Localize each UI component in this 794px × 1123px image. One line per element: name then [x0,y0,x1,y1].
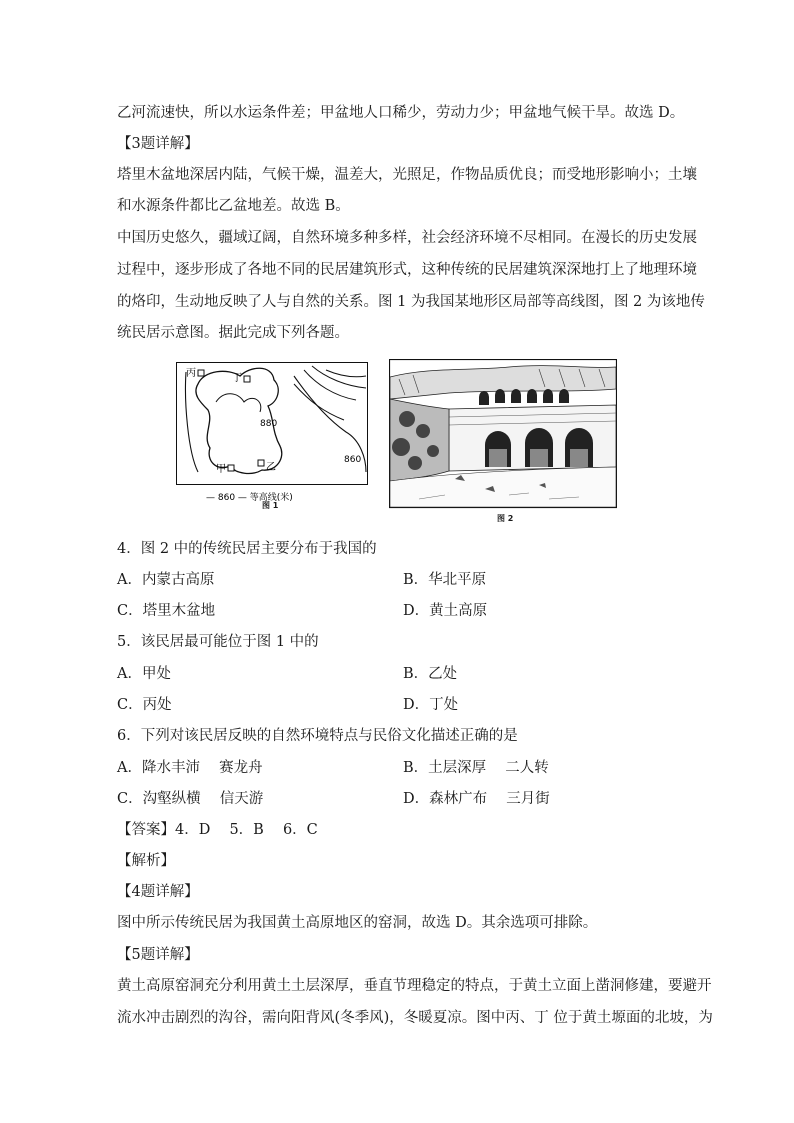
main-cave-arches [485,428,593,467]
figure-1-caption: 图 1 [262,501,279,510]
question-6-option-b: B．土层深厚 二人转 [403,760,549,776]
heading-q4-detail: 【4题详解】 [117,884,199,900]
paragraph-q2-end: 乙河流速快，所以水运条件差；甲盆地人口稀少，劳动力少；甲盆地气候干旱。故选 D。 [117,105,685,121]
question-5-option-d: D．丁处 [403,697,459,713]
paragraph-q4: 图中所示传统民居为我国黄土高原地区的窑洞，故选 D。其余选项可排除。 [117,915,598,931]
question-5-stem: 5．该民居最可能位于图 1 中的 [117,634,319,650]
question-6-stem: 6．下列对该民居反映的自然环境特点与民俗文化描述正确的是 [117,728,518,744]
intro-line2: 过程中，逐步形成了各地不同的民居建筑形式，这种传统的民居建筑深深地打上了地理环境 [117,262,697,278]
label-860: 860 [344,455,362,465]
paragraph-q5-line2: 流水冲击剧烈的沟谷，需向阳背风(冬季风)，冬暖夏凉。图中丙、丁 位于黄土塬面的北坡，为 [117,1010,713,1026]
question-4-option-d: D．黄土高原 [403,603,488,619]
site-bing-marker [198,370,204,376]
question-4-option-b: B．华北平原 [403,572,487,588]
question-4-option-c: C．塔里木盆地 [117,603,216,619]
label-ding: 丁 [232,373,242,384]
heading-q3-detail: 【3题详解】 [117,136,199,152]
question-5-option-b: B．乙处 [403,666,458,682]
answer-line: 【答案】4．D 5．B 6．C [117,822,318,838]
question-5-option-a: A．甲处 [117,666,171,682]
intro-line4: 统民居示意图。据此完成下列各题。 [117,325,349,341]
contour-map-svg [176,362,368,510]
label-yi: 乙 [266,462,276,473]
paragraph-q3-line2: 和水源条件都比乙盆地差。故选 B。 [117,198,350,214]
heading-q5-detail: 【5题详解】 [117,947,199,963]
figure-1-contour-map [176,362,368,510]
figure-2-caption: 图 2 [497,514,514,523]
intro-line3: 的烙印，生动地反映了人与自然的关系。图 1 为我国某地形区局部等高线图，图 2 为该地传 [117,294,705,310]
contour-legend: — 860 — 等高线(米) [206,493,293,503]
analysis-heading: 【解析】 [117,853,175,869]
question-5-option-c: C．丙处 [117,697,172,713]
question-4-option-a: A．内蒙古高原 [117,572,215,588]
paragraph-q5-line1: 黄土高原窑洞充分利用黄土土层深厚，垂直节理稳定的特点，于黄土立面上凿洞修建，要避开 [117,978,712,994]
site-ding-marker [244,376,250,382]
figure-2-cave-dwelling [389,359,617,525]
label-jia: 甲 [216,464,226,475]
question-6-option-c: C．沟壑纵横 信天游 [117,791,264,807]
label-bing: 丙 [186,368,196,379]
question-4-stem: 4．图 2 中的传统民居主要分布于我国的 [117,541,377,557]
label-880: 880 [260,419,278,429]
question-6-option-a: A．降水丰沛 赛龙舟 [117,760,263,776]
paragraph-q3-line1: 塔里木盆地深居内陆，气候干燥，温差大，光照足，作物品质优良；而受地形影响小；土壤 [117,167,697,183]
intro-line1: 中国历史悠久，疆域辽阔，自然环境多种多样，社会经济环境不尽相同。在漫长的历史发展 [117,230,697,246]
site-jia-marker [228,465,234,471]
cave-dwelling-svg [389,359,617,509]
question-6-option-d: D．森林广布 三月街 [403,791,550,807]
site-yi-marker [258,460,264,466]
